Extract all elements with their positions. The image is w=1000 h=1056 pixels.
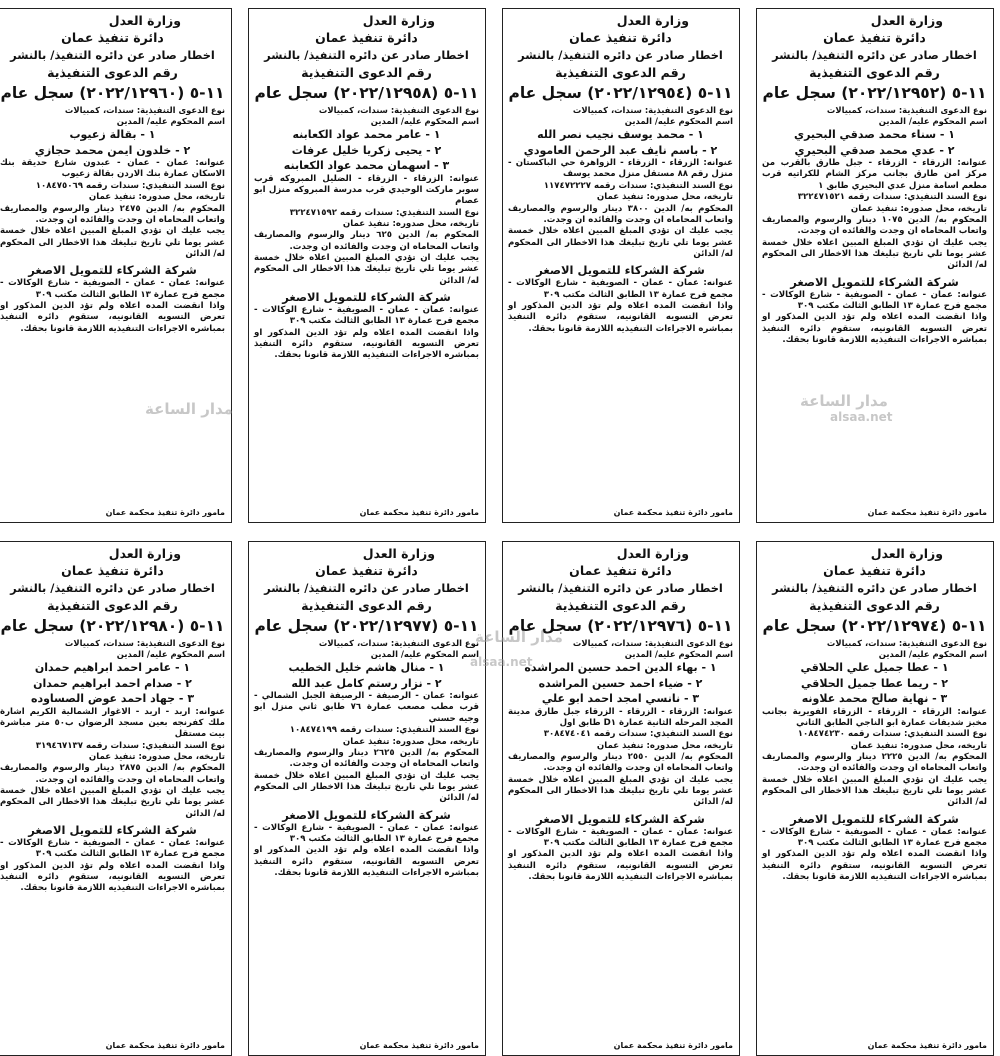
- officer-signature: مامور دائرة تنفيذ محكمة عمان: [867, 1041, 987, 1051]
- payment-demand: يجب عليك ان تؤدي المبلغ المبين اعلاه خلال خمسة عشر يوما تلي تاريخ تبليغك هذا الاخطار الى المحكوم له/ الدائن: [508, 226, 733, 259]
- bond-date: تاريخه، محل صدوره: تنفيذ عمان: [88, 192, 225, 203]
- officer-signature: مامور دائرة تنفيذ محكمة عمان: [359, 508, 479, 518]
- case-number: ١١-٥ (٢٠٢٢/١٢٩٥٨) سجل عام: [254, 84, 479, 103]
- defendant-address: عنوانه: الزرقاء - الزرقاء - جبل طارق بالقرب من مركز امن طارق بجانب مركز الشام للكراتيه قرب مطعم اسامة منزل عدي البحيري طابق ١: [762, 158, 987, 191]
- notice-title: اخطار صادر عن دائره التنفيذ/ بالنشر: [772, 48, 977, 63]
- notice-title: اخطار صادر عن دائره التنفيذ/ بالنشر: [10, 581, 215, 596]
- department-title: دائرة تنفيذ عمان: [823, 30, 926, 46]
- defendant-name: ١ - سناء محمد صدقي البحيري: [793, 128, 955, 142]
- case-label: رقم الدعوى التنفيذية: [47, 597, 178, 613]
- case-number: ١١-٥ (٢٠٢٢/١٢٩٨٠) سجل عام: [0, 617, 225, 636]
- defendant-address: عنوانه: الزرقاء - الزرقاء - الضليل المبروكه قرب سوبر ماركت الوحيدي قرب مدرسة المبروكه منزل ابو عصام: [254, 173, 479, 207]
- case-label: رقم الدعوى التنفيذية: [809, 64, 940, 80]
- defendant-address: عنوانه: عمان - عمان - عبدون شارع حديقة بنك الاسكان عمارة بنك الاردن بقالة زعيوب: [0, 158, 225, 180]
- department-title: دائرة تنفيذ عمان: [569, 30, 672, 46]
- defendant-name: ٢ - خلدون ايمن محمد حجازي: [34, 143, 191, 157]
- defendant-name: ٣ - اسهمان محمد عواد الكعابنه: [283, 159, 450, 173]
- case-number: ١١-٥ (٢٠٢٢/١٢٩٧٦) سجل عام: [508, 617, 733, 636]
- payment-demand: يجب عليك ان تؤدي المبلغ المبين اعلاه خلال خمسة عشر يوما تلي تاريخ تبليغك هذا الاخطار الى المحكوم له/ الدائن: [0, 785, 225, 819]
- case-number: ١١-٥ (٢٠٢٢/١٢٩٥٤) سجل عام: [508, 84, 733, 103]
- case-type: نوع الدعوى التنفيذية: سندات، كمبيالات: [572, 105, 733, 116]
- ministry-title: وزارة العدل: [362, 546, 435, 561]
- officer-signature: مامور دائرة تنفيذ محكمة عمان: [359, 1041, 479, 1051]
- ministry-title: وزارة العدل: [616, 546, 689, 561]
- defendant-label: اسم المحكوم عليه/ المدين: [878, 649, 987, 660]
- judgment-amount: المحكوم به/ الدين ١٠٧٥ دينار والرسوم والمصاريف واتعاب المحاماه ان وجدت والفائده ان وجدت.: [762, 214, 987, 237]
- judgment-amount: المحكوم به/ الدين ٢٥٥٠ دينار والرسوم والمصاريف واتعاب المحاماه ان وجدت والفائده ان وجدت.: [508, 751, 733, 774]
- closing-warning: واذا انقضت المده اعلاه ولم تؤد الدين المذكور او تعرض التسويه القانونيه، ستقوم دائره التنفيذ بمباشره الاجراءات التنفيذيه اللازمة قانونا بحقك.: [254, 845, 479, 879]
- case-type: نوع الدعوى التنفيذية: سندات، كمبيالات: [64, 638, 225, 649]
- department-title: دائرة تنفيذ عمان: [569, 563, 672, 579]
- defendant-label: اسم المحكوم عليه/ المدين: [370, 649, 479, 660]
- defendant-label: اسم المحكوم عليه/ المدين: [116, 649, 225, 660]
- judgment-amount: المحكوم به/ الدين ٦٢٥ دينار والرسوم والمصاريف واتعاب المحاماه ان وجدت والفائده ان وجدت.: [254, 230, 480, 252]
- bond-type: نوع السند التنفيذي: سندات رقمه ٣٢٢٤٧١٥٢١: [797, 192, 987, 203]
- creditor-name: شركة الشركاء للتمويل الاصغر: [536, 263, 705, 278]
- defendant-address: عنوانه: الزرقاء - الزرقاء - الزرقاء جبل طارق مدينة المجد المرحله الثانية عمارة D١ طابق اول: [508, 706, 733, 728]
- closing-warning: واذا انقضت المده اعلاه ولم تؤد الدين المذكور او تعرض التسويه القانونيه، ستقوم دائره التنفيذ بمباشره الاجراءات التنفيذيه اللازمة قانونا بحقك.: [254, 327, 479, 361]
- closing-warning: واذا انقضت المده اعلاه ولم تؤد الدين المذكور او تعرض التسويه القانونيه، ستقوم دائره التنفيذ بمباشره الاجراءات التنفيذيه اللازمة قانونا بحقك.: [762, 312, 987, 346]
- notice-title: اخطار صادر عن دائره التنفيذ/ بالنشر: [772, 581, 977, 596]
- creditor-name: شركة الشركاء للتمويل الاصغر: [536, 811, 705, 826]
- bond-date: تاريخه، محل صدوره: تنفيذ عمان: [342, 218, 479, 229]
- payment-demand: يجب عليك ان تؤدي المبلغ المبين اعلاه خلال خمسة عشر يوما تلي تاريخ تبليغك هذا الاخطار الى المحكوم له/ الدائن: [762, 774, 987, 808]
- parties-list: [0, 660, 225, 706]
- bond-type: نوع السند التنفيذي: سندات رقمه ١٠٨٤٧٤١٩٩: [289, 725, 479, 736]
- defendant-label: اسم المحكوم عليه/ المدين: [370, 116, 479, 127]
- execution-notice: [248, 8, 486, 523]
- bond-date: تاريخه، محل صدوره: تنفيذ عمان: [596, 740, 733, 751]
- case-label: رقم الدعوى التنفيذية: [809, 597, 940, 613]
- bond-date: تاريخه، محل صدوره: تنفيذ عمان: [850, 740, 987, 751]
- case-type: نوع الدعوى التنفيذية: سندات، كمبيالات: [318, 105, 479, 116]
- case-type: نوع الدعوى التنفيذية: سندات، كمبيالات: [318, 638, 479, 649]
- case-number: ١١-٥ (٢٠٢٢/١٢٩٧٤) سجل عام: [762, 617, 987, 636]
- parties-list: [0, 127, 225, 158]
- execution-notice: [756, 8, 994, 523]
- bond-type: نوع السند التنفيذي: سندات رقمه ١١٧٤٧٢٢٢٧: [543, 180, 733, 191]
- case-label: رقم الدعوى التنفيذية: [555, 597, 686, 613]
- defendant-name: ١ - عطا جميل علي الحلاقي: [800, 661, 949, 675]
- case-type: نوع الدعوى التنفيذية: سندات، كمبيالات: [64, 105, 225, 116]
- case-number: ١١-٥ (٢٠٢٢/١٢٩٥٢) سجل عام: [762, 84, 987, 103]
- department-title: دائرة تنفيذ عمان: [61, 563, 164, 579]
- parties-list: [508, 127, 733, 158]
- creditor-address: عنوانه: عمان - عمان - الصويفية - شارع الوكالات - مجمع فرح عمارة ١٣ الطابق الثالث مكتب ٣٠٩: [0, 278, 225, 300]
- payment-demand: يجب عليك ان تؤدي المبلغ المبين اعلاه خلال خمسة عشر يوما تلي تاريخ تبليغك هذا الاخطار الى المحكوم له/ الدائن: [254, 770, 479, 804]
- execution-notice: [248, 541, 486, 1056]
- ministry-title: وزارة العدل: [108, 546, 181, 561]
- judgment-amount: المحكوم به/ الدين ٣٨٠٠ دينار والرسوم والمصاريف واتعاب المحاماه ان وجدت والفائده ان وجدت.: [508, 203, 733, 225]
- execution-notice: [502, 541, 740, 1056]
- defendant-label: اسم المحكوم عليه/ المدين: [116, 116, 225, 127]
- parties-list: [254, 660, 479, 691]
- judgment-amount: المحكوم به/ الدين ٢٢٢٥ دينار والرسوم والمصاريف واتعاب المحاماه ان وجدت والفائده ان وجدت.: [762, 751, 987, 774]
- creditor-address: عنوانه: عمان - عمان - الصويفية - شارع الوكالات - مجمع فرح عمارة ١٣ الطابق الثالث مكتب ٣٠٩: [762, 289, 987, 312]
- department-title: دائرة تنفيذ عمان: [823, 563, 926, 579]
- bond-date: تاريخه، محل صدوره: تنفيذ عمان: [342, 736, 479, 747]
- department-title: دائرة تنفيذ عمان: [315, 563, 418, 579]
- ministry-title: وزارة العدل: [108, 13, 181, 28]
- officer-signature: مامور دائرة تنفيذ محكمة عمان: [105, 1041, 225, 1051]
- defendant-name: ١ - بقالة زعيوب: [69, 128, 156, 142]
- parties-list: [254, 127, 479, 173]
- defendant-label: اسم المحكوم عليه/ المدين: [878, 116, 987, 127]
- parties-list: [762, 127, 987, 158]
- defendant-name: ١ - عامر احمد ابراهيم حمدان: [34, 661, 191, 675]
- department-title: دائرة تنفيذ عمان: [315, 30, 418, 46]
- creditor-address: عنوانه: عمان - عمان - الصويفية - شارع الوكالات - مجمع فرح عمارة ١٣ الطابق الثالث مكتب ٣٠٩: [508, 826, 733, 849]
- case-type: نوع الدعوى التنفيذية: سندات، كمبيالات: [572, 638, 733, 649]
- bond-date: تاريخه، محل صدوره: تنفيذ عمان: [88, 751, 225, 762]
- defendant-name: ٢ - ضياء احمد حسين المراشده: [538, 676, 703, 690]
- bond-date: تاريخه، محل صدوره: تنفيذ عمان: [596, 192, 733, 203]
- creditor-name: شركة الشركاء للتمويل الاصغر: [282, 807, 451, 822]
- closing-warning: واذا انقضت المده اعلاه ولم تؤد الدين المذكور او تعرض التسويه القانونيه، ستقوم دائره التنفيذ بمباشره الاجراءات التنفيذيه اللازمة قانونا بحقك.: [0, 301, 225, 334]
- bond-type: نوع السند التنفيذي: سندات رقمه ٣١٩٤٦٧١٣٧: [35, 740, 225, 751]
- defendant-address: عنوانه: اربد - اربد - الاغوار الشمالية الكريم اشارة ملك كفرنجه بعين مسجد الرضوان ب٥٠ متر مباشرة بيت مستقل: [0, 706, 225, 740]
- notice-title: اخطار صادر عن دائره التنفيذ/ بالنشر: [518, 48, 723, 63]
- closing-warning: واذا انقضت المده اعلاه ولم تؤد الدين المذكور او تعرض التسويه القانونيه، ستقوم دائره التنفيذ بمباشره الاجراءات التنفيذيه اللازمة قانونا بحقك.: [0, 860, 225, 894]
- defendant-name: ١ - بهاء الدين احمد حسين المراشده: [524, 661, 717, 675]
- creditor-address: عنوانه: عمان - عمان - الصويفية - شارع الوكالات - مجمع فرح عمارة ١٣ الطابق الثالث مكتب ٣٠٩: [508, 278, 733, 300]
- watermark-bottom-latin: alsaa.net: [470, 655, 533, 669]
- judgment-amount: المحكوم به/ الدين ٢٨٧٥ دينار والرسوم والمصاريف واتعاب المحاماه ان وجدت والفائده ان وجدت.: [0, 763, 225, 785]
- parties-list: [508, 660, 733, 706]
- creditor-name: شركة الشركاء للتمويل الاصغر: [790, 274, 959, 289]
- defendant-address: عنوانه: الزرقاء - الزرقاء - الزواهرة حي الباكستان - منزل رقم ٨٨ مستقل منزل محمد يوسف: [508, 158, 733, 180]
- notice-title: اخطار صادر عن دائره التنفيذ/ بالنشر: [518, 581, 723, 596]
- ministry-title: وزارة العدل: [870, 13, 943, 28]
- officer-signature: مامور دائرة تنفيذ محكمة عمان: [613, 1041, 733, 1051]
- execution-notice: [0, 8, 232, 523]
- case-label: رقم الدعوى التنفيذية: [301, 64, 432, 80]
- payment-demand: يجب عليك ان تؤدي المبلغ المبين اعلاه خلال خمسة عشر يوما تلي تاريخ تبليغك هذا الاخطار الى المحكوم له/ الدائن: [254, 252, 479, 286]
- defendant-name: ٣ - نهاية صالح محمد علاونه: [801, 692, 948, 706]
- defendant-name: ١ - عامر محمد عواد الكعابنه: [292, 128, 441, 142]
- parties-list: [762, 660, 987, 706]
- defendant-name: ٢ - نزار رستم كامل عبد الله: [291, 676, 442, 690]
- case-type: نوع الدعوى التنفيذية: سندات، كمبيالات: [826, 638, 987, 649]
- creditor-address: عنوانه: عمان - عمان - الصويفية - شارع الوكالات - مجمع فرح عمارة ١٣ الطابق الثالث مكتب ٣٠٩: [0, 838, 225, 860]
- defendant-name: ١ - محمد يوسف نجيب نصر الله: [537, 128, 704, 142]
- defendant-name: ٢ - صدام احمد ابراهيم حمدان: [33, 676, 192, 690]
- execution-notice: [756, 541, 994, 1056]
- case-number: ١١-٥ (٢٠٢٢/١٢٩٧٧) سجل عام: [254, 617, 479, 636]
- defendant-label: اسم المحكوم عليه/ المدين: [624, 116, 733, 127]
- bond-type: نوع السند التنفيذي: سندات رقمه ١٠٨٤٧٥٠٦٩: [35, 180, 225, 191]
- defendant-label: اسم المحكوم عليه/ المدين: [624, 649, 733, 660]
- officer-signature: مامور دائرة تنفيذ محكمة عمان: [105, 508, 225, 518]
- judgment-amount: المحكوم به/ الدين ٢٦٢٥ دينار والرسوم والمصاريف واتعاب المحاماه ان وجدت والفائده ان وجدت.: [254, 747, 479, 770]
- notice-title: اخطار صادر عن دائره التنفيذ/ بالنشر: [264, 48, 469, 63]
- defendant-name: ١ - منال هاشم خليل الخطيب: [288, 661, 445, 675]
- notice-title: اخطار صادر عن دائره التنفيذ/ بالنشر: [264, 581, 469, 596]
- defendant-address: عنوانه: عمان - الرصيفة - الرصيفة الجبل الشمالي - قرب مطب مصعب عمارة ٧٦ طابق ثاني منزل ابو وجيه حسني: [254, 691, 479, 724]
- creditor-address: عنوانه: عمان - عمان - الصويفية - شارع الوكالات - مجمع فرح عمارة ١٣ الطابق الثالث مكتب ٣٠٩: [762, 826, 987, 849]
- judgment-amount: المحكوم به/ الدين ٢٤٧٥ دينار والرسوم والمصاريف واتعاب المحاماه ان وجدت والفائده ان وجدت.: [0, 203, 225, 225]
- closing-warning: واذا انقضت المده اعلاه ولم تؤد الدين المذكور او تعرض التسويه القانونيه، ستقوم دائره التنفيذ بمباشره الاجراءات التنفيذيه اللازمة قانونا بحقك.: [508, 849, 733, 883]
- watermark-top: مدار الساعة: [800, 392, 888, 410]
- notice-title: اخطار صادر عن دائره التنفيذ/ بالنشر: [10, 48, 215, 63]
- payment-demand: يجب عليك ان تؤدي المبلغ المبين اعلاه خلال خمسة عشر يوما تلي تاريخ تبليغك هذا الاخطار الى المحكوم له/ الدائن: [762, 237, 987, 271]
- defendant-address: عنوانه: الزرقاء - الزرقاء - الزرقاء الفويرية بجانب مخبز شديفات عمارة ابو الناجي الطابق الثاني: [762, 706, 987, 728]
- watermark-top-latin: alsaa.net: [830, 410, 893, 424]
- officer-signature: مامور دائرة تنفيذ محكمة عمان: [613, 508, 733, 518]
- bond-type: نوع السند التنفيذي: سندات رقمه ٣٠٨٤٧٤٠٤١: [543, 729, 733, 740]
- ministry-title: وزارة العدل: [870, 546, 943, 561]
- creditor-name: شركة الشركاء للتمويل الاصغر: [28, 263, 197, 278]
- closing-warning: واذا انقضت المده اعلاه ولم تؤد الدين المذكور او تعرض التسويه القانونيه، ستقوم دائره التنفيذ بمباشره الاجراءات التنفيذيه اللازمة قانونا بحقك.: [762, 849, 987, 883]
- case-number: ١١-٥ (٢٠٢٢/١٢٩٦٠) سجل عام: [0, 84, 225, 103]
- case-label: رقم الدعوى التنفيذية: [555, 64, 686, 80]
- watermark-mid: مدار الساعة: [145, 400, 233, 418]
- department-title: دائرة تنفيذ عمان: [61, 30, 164, 46]
- watermark-bottom: مدار الساعة: [475, 628, 563, 646]
- payment-demand: يجب عليك ان تؤدي المبلغ المبين اعلاه خلال خمسة عشر يوما تلي تاريخ تبليغك هذا الاخطار الى المحكوم له/ الدائن: [0, 226, 225, 259]
- case-label: رقم الدعوى التنفيذية: [47, 64, 178, 80]
- officer-signature: مامور دائرة تنفيذ محكمة عمان: [867, 508, 987, 518]
- defendant-name: ٢ - باسم نايف عبد الرحمن العامودي: [523, 143, 718, 157]
- creditor-address: عنوانه: عمان - عمان - الصويفية - شارع الوكالات - مجمع فرح عمارة ١٣ الطابق الثالث مكتب ٣٠٩: [254, 822, 479, 845]
- creditor-address: عنوانه: عمان - عمان - الصويفية - شارع الوكالات - مجمع فرح عمارة ١٣ الطابق الثالث مكتب ٣٠٩: [254, 305, 479, 327]
- case-label: رقم الدعوى التنفيذية: [301, 597, 432, 613]
- ministry-title: وزارة العدل: [362, 13, 435, 28]
- creditor-name: شركة الشركاء للتمويل الاصغر: [790, 811, 959, 826]
- defendant-name: ٣ - جهاد احمد عوض الصساوده: [30, 692, 195, 706]
- execution-notice: [0, 541, 232, 1056]
- creditor-name: شركة الشركاء للتمويل الاصغر: [28, 822, 197, 837]
- ministry-title: وزارة العدل: [616, 13, 689, 28]
- defendant-name: ٢ - ريما عطا جميل الحلاقي: [801, 676, 948, 690]
- bond-date: تاريخه، محل صدوره: تنفيذ عمان: [850, 203, 987, 214]
- defendant-name: ٢ - يحيى زكريا خليل عرفات: [291, 143, 442, 157]
- closing-warning: واذا انقضت المده اعلاه ولم تؤد الدين المذكور او تعرض التسويه القانونيه، ستقوم دائره التنفيذ بمباشره الاجراءات التنفيذيه اللازمة قانونا بحقك.: [508, 301, 733, 334]
- creditor-name: شركة الشركاء للتمويل الاصغر: [282, 289, 451, 304]
- execution-notice: [502, 8, 740, 523]
- bond-type: نوع السند التنفيذي: سندات رقمه ١٠٨٤٧٤٢٣٠: [797, 729, 987, 740]
- defendant-name: ٢ - عدي محمد صدقي البحيري: [794, 143, 955, 157]
- defendant-name: ٣ - نانسي امجد احمد ابو علي: [541, 692, 700, 706]
- bond-type: نوع السند التنفيذي: سندات رقمه ٣٢٢٤٧١٥٩٢: [289, 207, 479, 218]
- case-type: نوع الدعوى التنفيذية: سندات، كمبيالات: [826, 105, 987, 116]
- payment-demand: يجب عليك ان تؤدي المبلغ المبين اعلاه خلال خمسة عشر يوما تلي تاريخ تبليغك هذا الاخطار الى المحكوم له/ الدائن: [508, 774, 733, 808]
